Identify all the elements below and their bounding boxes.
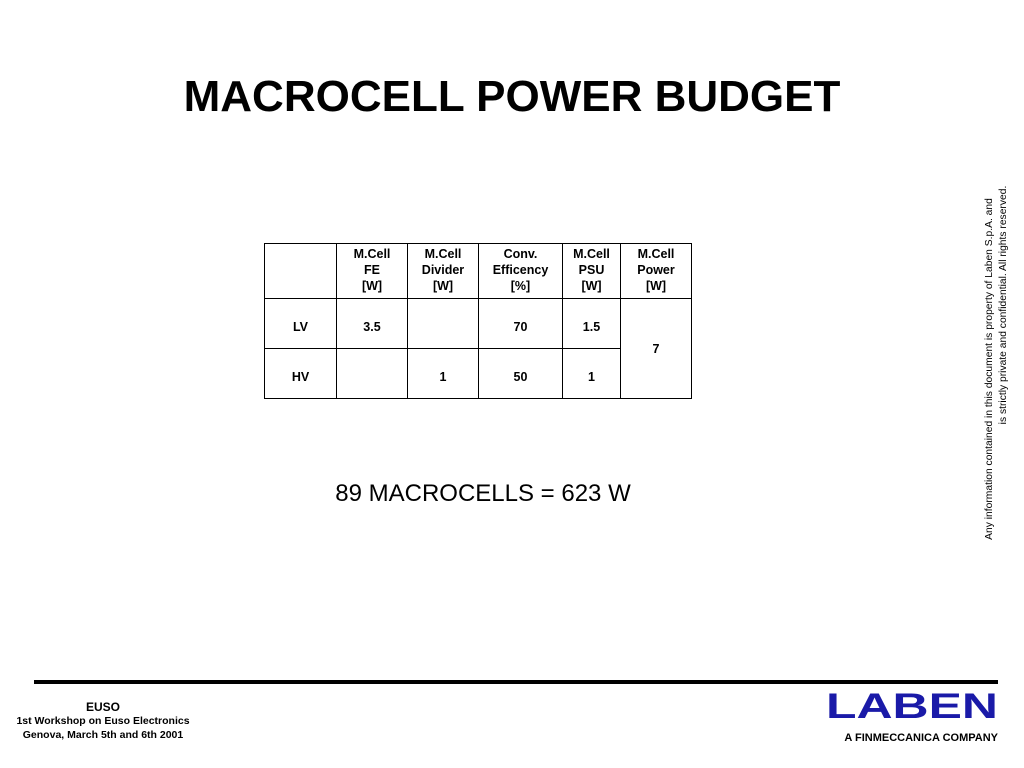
table-row-lv (265, 299, 692, 349)
laben-logo (826, 690, 1000, 727)
cell-psu: 1 (563, 349, 621, 399)
macrocell-summary: 89 MACROCELLS = 623 W (335, 480, 631, 507)
header-empty-cell (265, 244, 337, 299)
header-efficiency-line2: Efficency (492, 263, 549, 277)
cell-divider (408, 299, 479, 349)
cell-fe: 3.5 (337, 299, 408, 349)
header-power-line3: [W] (645, 279, 667, 293)
header-fe-line1: M.Cell (353, 247, 391, 261)
header-power (621, 244, 692, 299)
header-divider-line1: M.Cell (424, 247, 462, 261)
confidentiality-line-2: is strictly private and confidential. All rights reserved. (998, 185, 1009, 425)
confidentiality-line-1: Any information contained in this document is property of Laben S.p.A. and (984, 198, 995, 540)
header-psu-line2: PSU (578, 263, 605, 277)
footer-divider (34, 680, 998, 684)
header-divider (408, 244, 479, 299)
header-power-line1: M.Cell (637, 247, 675, 261)
footer-workshop: 1st Workshop on Euso Electronics (16, 715, 190, 727)
header-psu-line1: M.Cell (573, 247, 610, 261)
header-efficiency-line3: [%] (510, 279, 531, 293)
cell-total-power: 7 (621, 299, 692, 399)
header-psu (563, 244, 621, 299)
header-divider-line2: Divider (421, 263, 465, 277)
slide-title: MACROCELL POWER BUDGET (183, 72, 841, 121)
laben-logo-text: LABEN (826, 690, 998, 722)
row-label: HV (265, 349, 337, 399)
power-budget-table (264, 243, 692, 399)
header-efficiency-line1: Conv. (503, 247, 538, 261)
header-fe-line3: [W] (361, 279, 383, 293)
header-divider-line3: [W] (432, 279, 454, 293)
table-header-row (265, 244, 692, 299)
footer-company: A FINMECCANICA COMPANY (844, 732, 998, 744)
row-label: LV (265, 299, 337, 349)
header-fe-line2: FE (364, 263, 380, 277)
confidentiality-note (981, 176, 1011, 562)
header-fe (337, 244, 408, 299)
cell-fe (337, 349, 408, 399)
header-efficiency (479, 244, 563, 299)
header-power-line2: Power (637, 263, 675, 277)
header-psu-line3: [W] (581, 279, 602, 293)
footer-event-name: EUSO (85, 700, 120, 714)
footer-event-info (0, 700, 206, 742)
cell-psu: 1.5 (563, 299, 621, 349)
footer-location-date: Genova, March 5th and 6th 2001 (22, 729, 184, 741)
cell-efficiency: 70 (479, 299, 563, 349)
cell-divider: 1 (408, 349, 479, 399)
cell-efficiency: 50 (479, 349, 563, 399)
